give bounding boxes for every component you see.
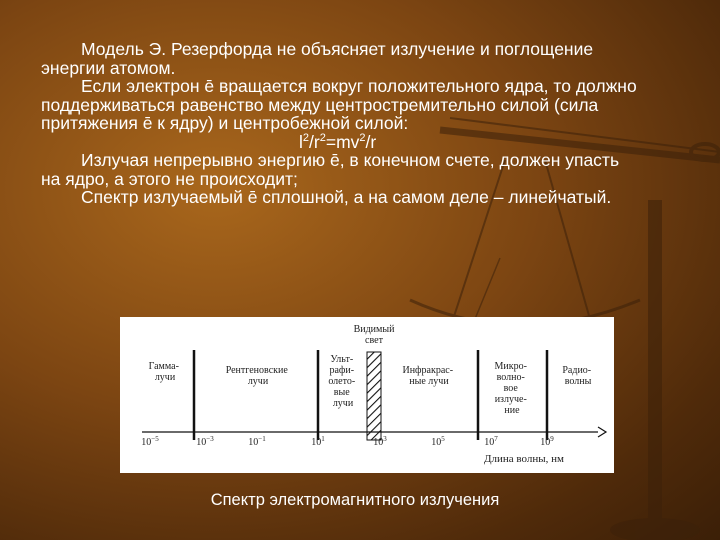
paragraph-energy-loss: Излучая непрерывно энергию ē, в конечном счете, должен упасть на ядро, а этого не происходит; — [41, 150, 620, 189]
tick-1e9: $10^9$ — [540, 435, 554, 448]
tick-1e7: $10^7$ — [484, 435, 498, 448]
tick-1e-5: $10^{-5}$ — [141, 435, 159, 448]
axis-arrow-icon — [598, 427, 606, 437]
tick-1e-3: $10^{-3}$ — [196, 435, 214, 448]
label-gamma: Гамма- лучи — [148, 361, 179, 383]
em-spectrum-diagram — [120, 317, 614, 473]
paragraph-spectrum-type: Спектр излучаемый ē сплошной, а на самом деле – линейчатый. — [81, 187, 612, 207]
visible-light-band — [367, 352, 381, 440]
slide-text — [41, 40, 641, 207]
tick-1e1: $10^1$ — [311, 435, 325, 448]
tick-1e3: $10^3$ — [373, 435, 387, 448]
paragraph-rutherford-model: Модель Э. Резерфорда не объясняет излучение и поглощение энергии атомом. — [41, 39, 594, 78]
em-spectrum-figure — [120, 317, 614, 473]
tick-1e5: $10^5$ — [431, 435, 445, 448]
formula-line: $l^2/r^2=mv^2/r$ — [299, 131, 377, 152]
label-radio: Радио- волны — [562, 365, 592, 387]
paragraph-force-balance: Если электрон ē вращается вокруг положительного ядра, то должно поддерживаться равенство между центростремительно силой (сила притяжения ē к ядру) и центробежной силой: — [41, 76, 637, 133]
label-ultraviolet: Ульт- рафи- олето- вые лучи — [328, 354, 356, 409]
visible-label-2: свет — [365, 335, 383, 346]
visible-label-1: Видимый — [353, 324, 395, 335]
axis-title: Длина волны, нм — [484, 453, 564, 465]
label-xray: Рентгеновские лучи — [225, 365, 288, 387]
figure-caption: Спектр электромагнитного излучения — [210, 491, 500, 509]
tick-1e-1: $10^{-1}$ — [248, 435, 266, 448]
label-infrared: Инфракрас- ные лучи — [402, 365, 454, 387]
label-microwave: Микро- волно- вое излуче- ние — [494, 361, 527, 416]
